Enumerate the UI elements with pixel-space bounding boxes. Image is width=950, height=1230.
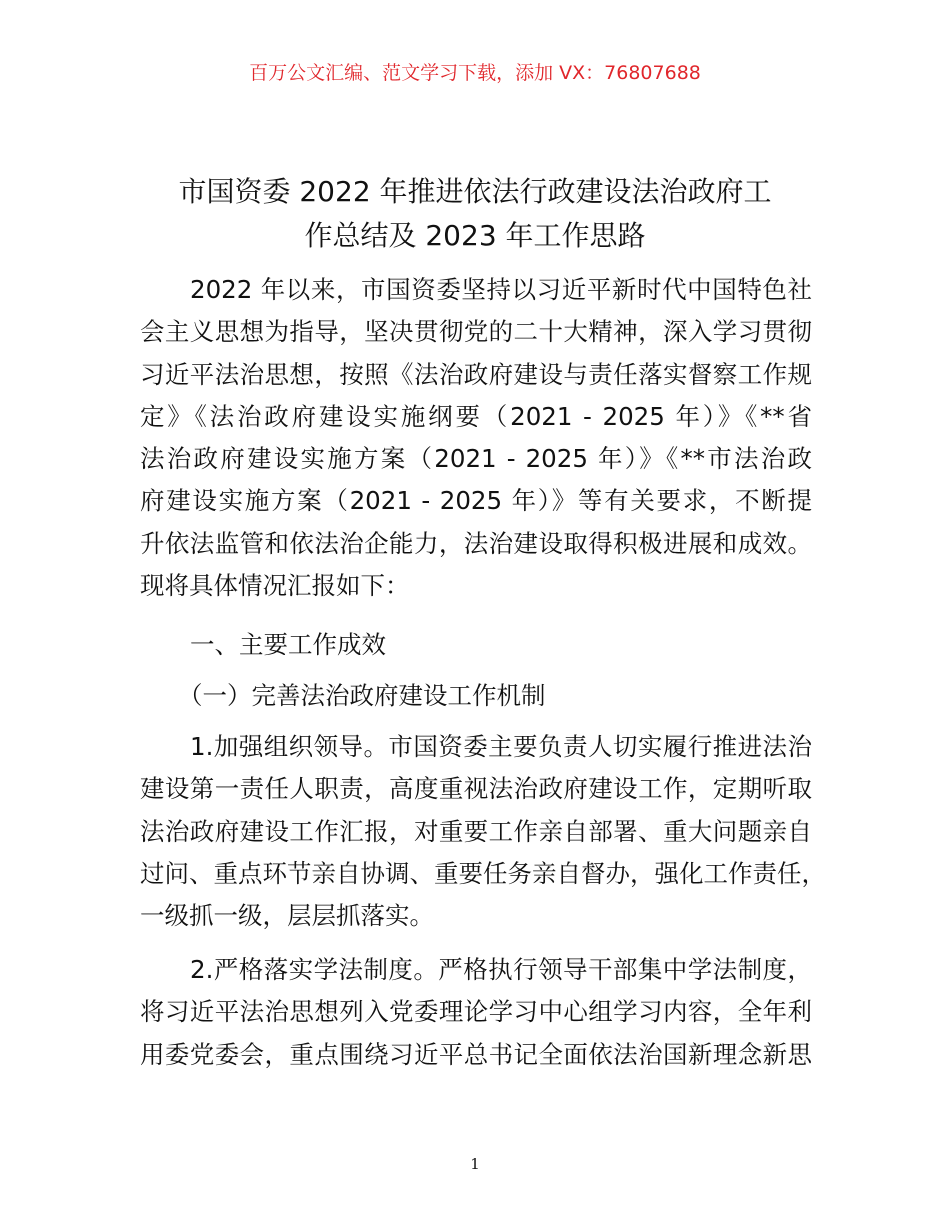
paragraph-line: 法治政府建设实施方案（2021 - 2025 年）》《**市法治政 (140, 444, 812, 474)
heading-text: （一）完善法治政府建设工作机制 (178, 681, 546, 710)
section-heading (140, 624, 812, 666)
paragraph-organization (140, 726, 826, 937)
paragraph-study-system (140, 949, 812, 1076)
paragraph-line: 建设第一责任人职责，高度重视法治政府建设工作，定期听取 (140, 774, 812, 804)
paragraph-line: 升依法监管和依法治企能力，法治建设取得积极进展和成效。 (140, 528, 812, 558)
paragraph-line: 2.严格落实学法制度。严格执行领导干部集中学法制度， (190, 955, 812, 984)
page-number: 1 (470, 1155, 480, 1173)
paragraph-line: 习近平法治思想，按照《法治政府建设与责任落实督察工作规 (140, 359, 812, 389)
paragraph-line: 一级抓一级，层层抓落实。 (140, 901, 434, 931)
paragraph-line: 将习近平法治思想列入党委理论学习中心组学习内容，全年利 (140, 997, 812, 1027)
paragraph-line: 用委党委会，重点围绕习近平总书记全面依法治国新理念新思 (140, 1039, 812, 1069)
subsection-heading (140, 675, 812, 717)
heading-text: 一、主要工作成效 (190, 630, 386, 659)
paragraph-line: 会主义思想为指导，坚决贯彻党的二十大精神，深入学习贯彻 (140, 317, 812, 347)
watermark-banner: 百万公文汇编、范文学习下载，添加 VX：76807688 (249, 62, 701, 84)
paragraph-line: 2022 年以来，市国资委坚持以习近平新时代中国特色社 (190, 275, 812, 304)
paragraph-line: 现将具体情况汇报如下： (140, 571, 410, 601)
intro-paragraph (140, 269, 812, 607)
paragraph-line: 1.加强组织领导。市国资委主要负责人切实履行推进法治 (190, 732, 812, 761)
document-title (130, 170, 820, 258)
paragraph-line: 定》《法治政府建设实施纲要（2021 - 2025 年）》《**省 (140, 401, 812, 431)
title-line: 市国资委 2022 年推进依法行政建设法治政府工 (178, 175, 772, 208)
paragraph-line: 府建设实施方案（2021 - 2025 年）》等有关要求，不断提 (140, 486, 812, 516)
paragraph-line: 过问、重点环节亲自协调、重要任务亲自督办，强化工作责任， (140, 858, 826, 888)
paragraph-line: 法治政府建设工作汇报，对重要工作亲自部署、重大问题亲自 (140, 816, 812, 846)
title-line: 作总结及 2023 年工作思路 (304, 219, 646, 252)
